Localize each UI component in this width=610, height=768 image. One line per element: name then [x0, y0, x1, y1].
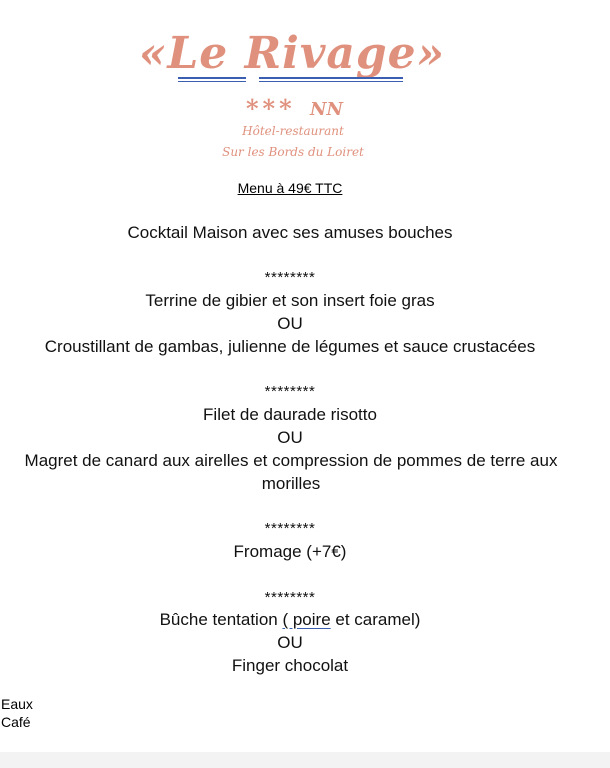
menu-entree-option-2: Croustillant de gambas, julienne de légumes et sauce crustacées	[44, 337, 536, 356]
logo-subtitle-hotel-restaurant: Hôtel-restaurant	[242, 124, 344, 138]
logo-subtitle-location: Sur les Bords du Loiret	[222, 145, 364, 159]
logo-underline-left	[178, 77, 246, 82]
menu-dessert-option-1	[0, 608, 580, 631]
dessert-option-1-prefix: Bûche tentation	[159, 610, 283, 629]
menu-entree-option-1: Terrine de gibier et son insert foie gras	[145, 291, 435, 310]
menu-or-label: OU	[277, 428, 303, 447]
menu-title: Menu à 49€ TTC	[237, 180, 343, 196]
menu-main-option-2: Magret de canard aux airelles et compression de pommes de terre aux morilles	[24, 451, 558, 493]
menu-dessert-option-2: Finger chocolat	[231, 656, 349, 675]
restaurant-logo-name: «Le Rivage»	[138, 28, 446, 79]
menu-aperitif: Cocktail Maison avec ses amuses bouches	[127, 223, 453, 242]
menu-separator: ********	[264, 520, 316, 537]
menu-or-label: OU	[277, 314, 303, 333]
hotel-classification: NN	[310, 99, 343, 120]
hotel-stars: ***	[246, 94, 296, 123]
menu-cheese: Fromage (+7€)	[233, 542, 347, 561]
menu-main-option-1: Filet de daurade risotto	[203, 405, 377, 424]
dessert-option-1-poire-link[interactable]: ( poire	[282, 610, 331, 629]
extras-water: Eaux	[1, 696, 33, 712]
page-bottom-strip	[0, 752, 610, 768]
dessert-option-1-suffix: et caramel)	[330, 610, 421, 629]
menu-or-label: OU	[277, 633, 303, 652]
menu-separator: ********	[264, 383, 316, 400]
menu-separator: ********	[264, 269, 316, 286]
logo-underline-right	[259, 77, 403, 82]
extras-coffee: Café	[1, 714, 31, 730]
menu-separator: ********	[264, 589, 316, 606]
